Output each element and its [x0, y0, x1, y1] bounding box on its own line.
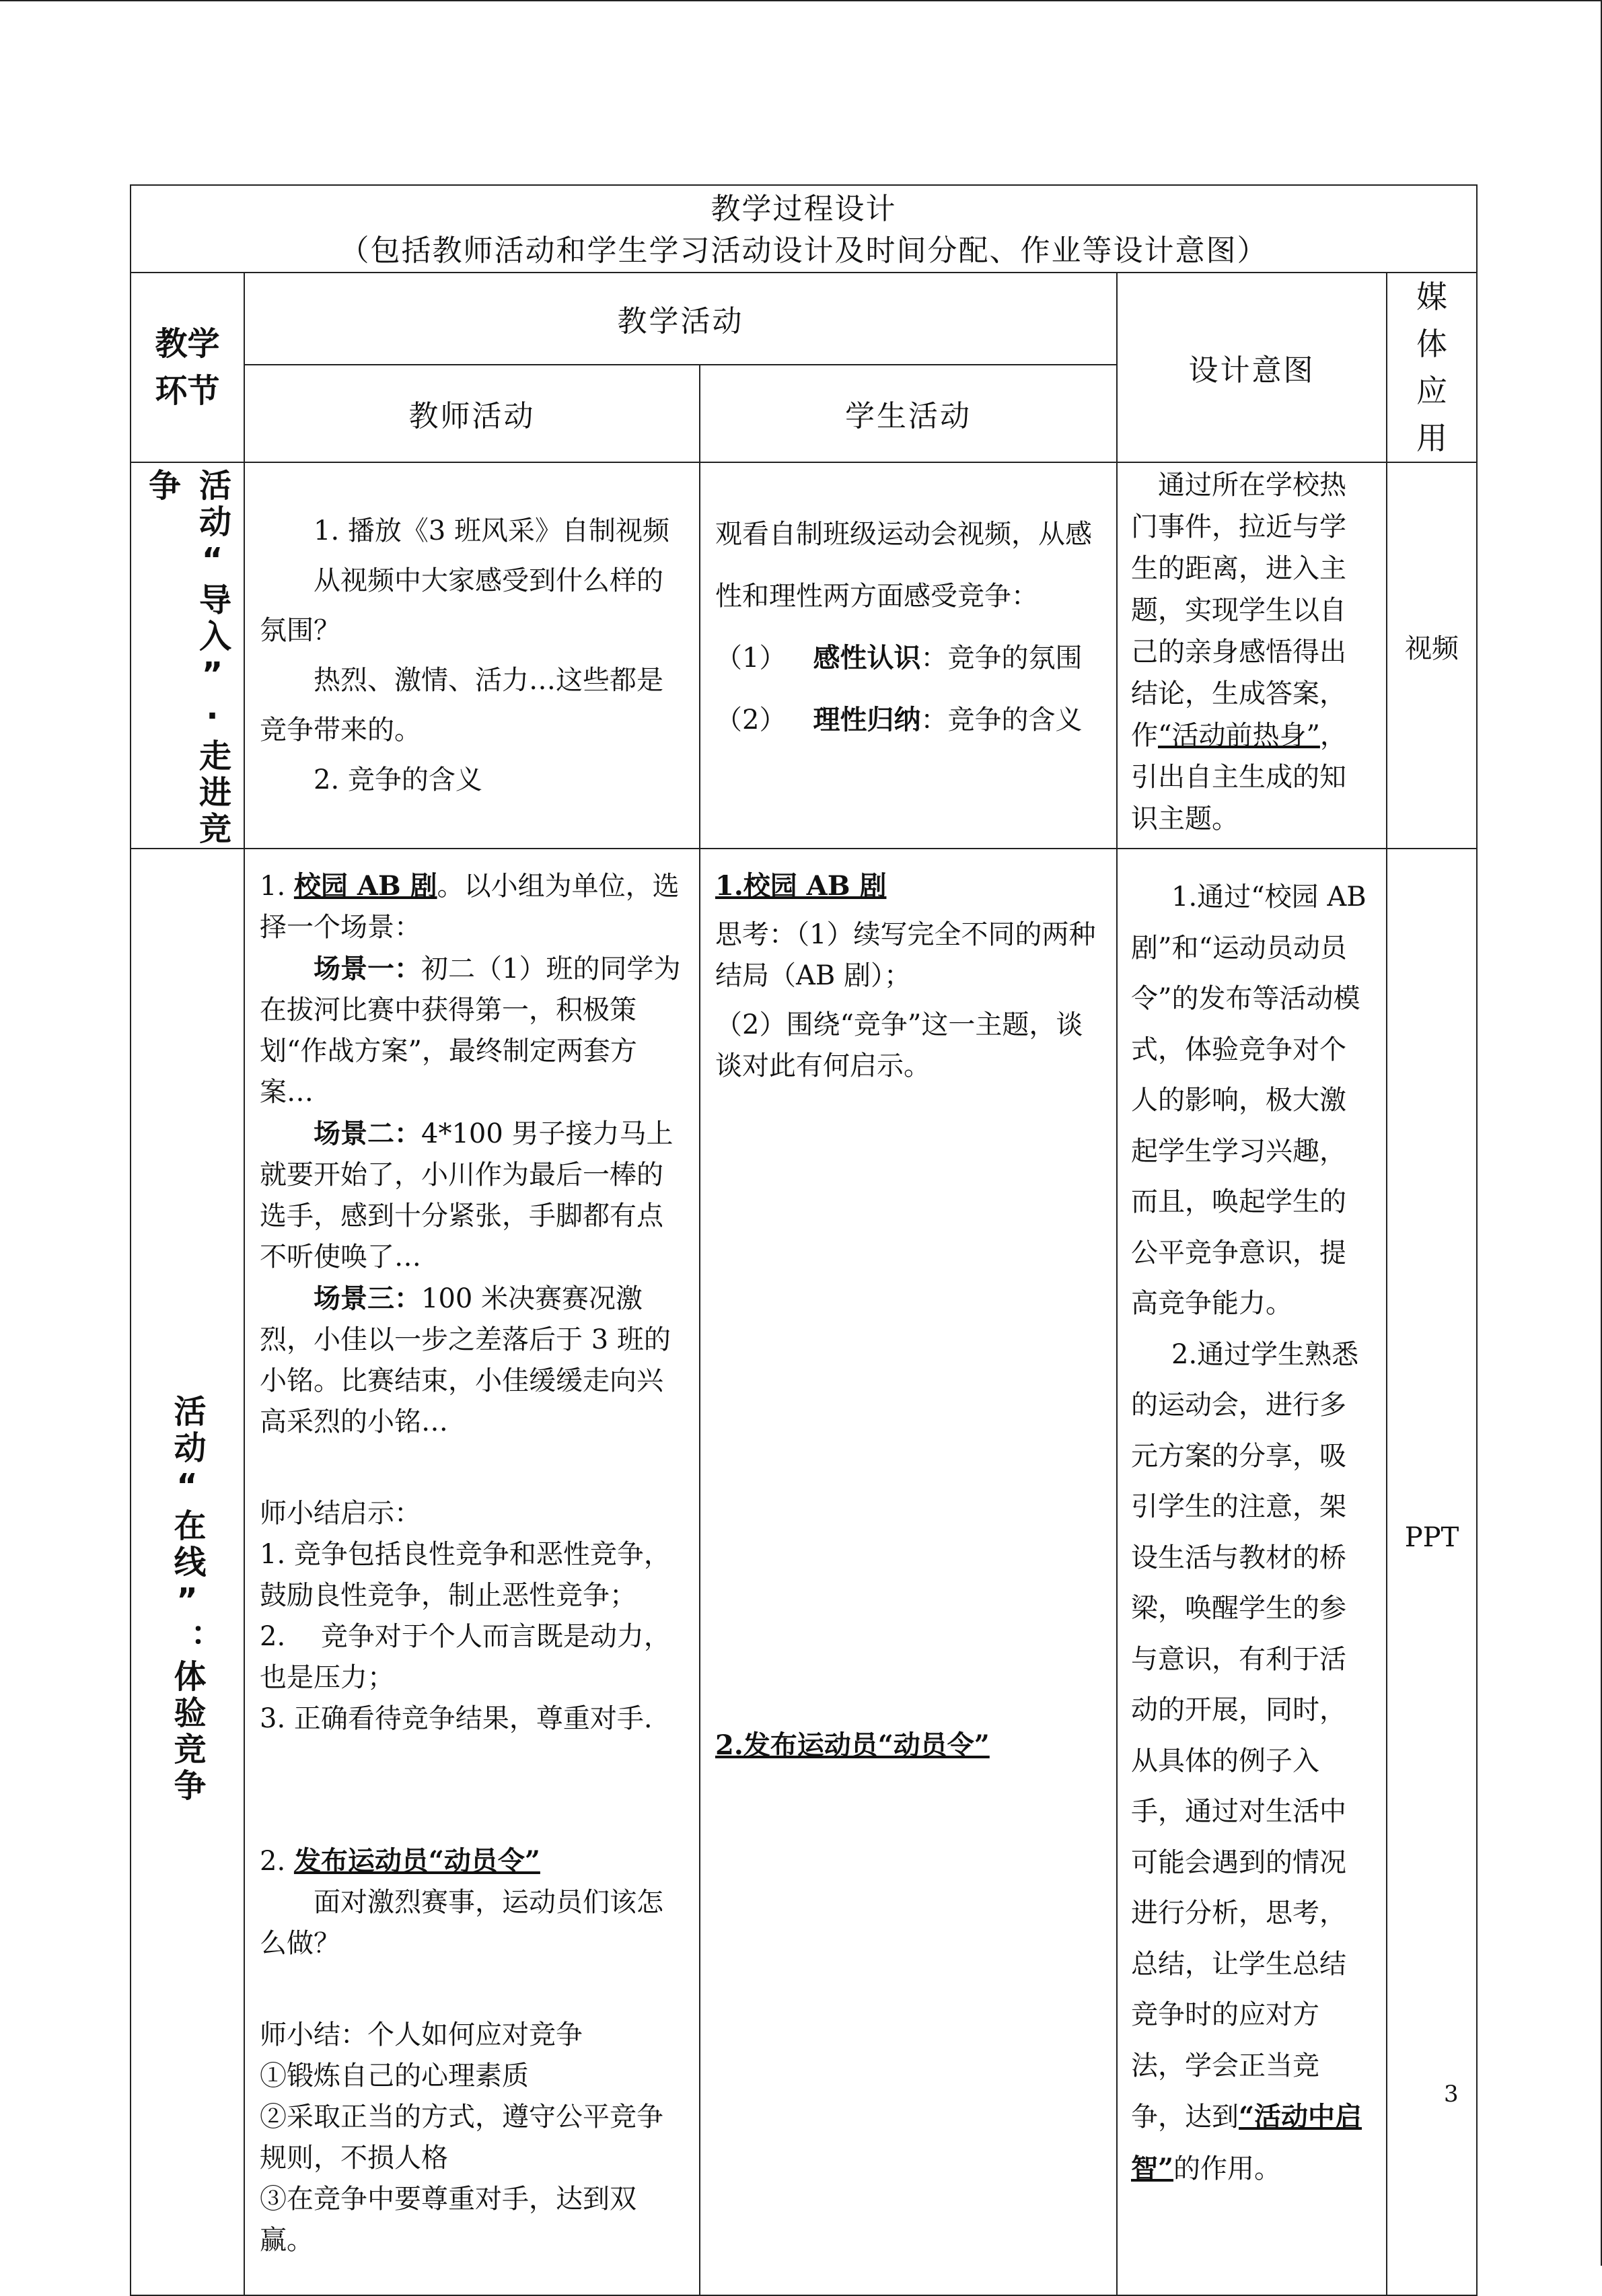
student-activity-intro — [700, 462, 1117, 849]
teacher-item2 — [260, 1840, 684, 1882]
table-title: 教学过程设计 — [711, 192, 897, 226]
stage-intro-col2: 活动“导入”·走进竞 — [193, 468, 231, 848]
intro-teacher-line: 1. 播放《3 班风采》自制视频 — [314, 515, 670, 546]
scene-text: 4*100 男子接力马上就要开始了，小川作为最后一棒的选手，感到十分紧张，手脚都有点不听使唤了… — [260, 1118, 673, 1272]
design-intro-text-end: ，引出自主生成的知识主题。 — [1131, 720, 1347, 834]
teacher-column-header: 教师活动 — [244, 365, 700, 462]
media-intro-label: 视频 — [1405, 633, 1459, 664]
summary2-title: 师小结：个人如何应对竞争 — [260, 2019, 583, 2050]
stage-intro-col1: 争 — [143, 468, 181, 505]
item2-title: 发布运动员“动员令” — [293, 1845, 540, 1877]
design-intent-intro — [1117, 462, 1387, 849]
intro-student-item — [715, 627, 1101, 689]
intro-student-item — [715, 689, 1101, 751]
design-online-text-end: 的作用。 — [1173, 2153, 1282, 2184]
item-number: 2. — [260, 1846, 294, 1877]
item-text: ：竞争的含义 — [920, 705, 1083, 736]
stage-column-header — [131, 273, 244, 462]
summary-line: 2. 竞争对于个人而言既是动力，也是压力； — [260, 1621, 671, 1693]
stage-cell-online — [131, 849, 244, 2295]
media-online-label: PPT — [1404, 1522, 1459, 1553]
student-think2: （2）围绕“竞争”这一主题，谈谈对此有何启示。 — [715, 1009, 1083, 1081]
teacher-activity-online — [244, 849, 700, 2295]
stage-online-label: 活动“在线”：体验竞争 — [168, 1394, 206, 1805]
design-online-text: 2.通过学生熟悉的运动会，进行多元方案的分享，吸引学生的注意，架设生活与教材的桥梁，唤醒学生的参与意识，有利于活动的开展，同时，从具体的例子入手，通过对生活中可能会遇到的情况进行分析，思考，总结，让学生总结竞争时的应对方法，学会正当竞争，达到 — [1131, 1338, 1359, 2132]
design-column-header: 设计意图 — [1117, 273, 1387, 462]
stage-column-label: 教学环节 — [155, 325, 220, 410]
design-online-p1: 1.通过“校园 AB 剧”和“运动员动员令”的发布等活动模式，体验竞争对个人的影响，极大激起学生学习兴趣，而且，唤起学生的公平竞争意识，提高竞争能力。 — [1131, 882, 1367, 1319]
intro-teacher-line: 2. 竞争的含义 — [314, 764, 482, 795]
media-intro — [1387, 462, 1477, 849]
scene-label: 场景二： — [314, 1118, 421, 1149]
scene-label: 场景三： — [314, 1283, 421, 1314]
design-intro-highlight: “活动前热身” — [1158, 720, 1320, 751]
stage-cell-intro — [131, 462, 244, 849]
media-column-header — [1387, 273, 1477, 462]
teacher-item1 — [260, 865, 684, 948]
scene — [260, 1113, 684, 1278]
scene-text: 100 米决赛赛况激烈，小佳以一步之差落后于 3 班的小铭。比赛结束，小佳缓缓走向兴高采烈的小铭… — [260, 1283, 671, 1437]
design-online-p2 — [1131, 1330, 1373, 2195]
item-number: （2） — [715, 705, 787, 736]
scene-text: 初二（1）班的同学为在拔河比赛中获得第一，积极策划“作战方案”，最终制定两套方案… — [260, 954, 681, 1108]
student-activity-online — [700, 849, 1117, 2295]
design-online-highlight: “活动中启智” — [1131, 2101, 1362, 2184]
design-intro-text: 通过所在学校热门事件，拉近与学生的距离，进入主题，实现学生以自己的亲身感悟得出结论，生成答案，作 — [1131, 470, 1346, 751]
student-think1: 思考：（1）续写完全不同的两种结局（AB 剧）； — [715, 919, 1096, 991]
teacher-activity-intro — [244, 462, 700, 849]
intro-teacher-line: 热烈、激情、活力…这些都是竞争带来的。 — [260, 665, 663, 746]
media-online — [1387, 849, 1477, 2295]
student-item1: 1.校园 AB 剧 — [715, 870, 887, 902]
activity-column-header: 教学活动 — [244, 273, 1117, 365]
design-intent-online — [1117, 849, 1387, 2295]
summary2-line: ③在竞争中要尊重对手，达到双赢。 — [260, 2184, 636, 2256]
item-text: ：竞争的氛围 — [920, 643, 1083, 674]
item1-title: 校园 AB 剧 — [293, 870, 437, 902]
item2-question: 面对激烈赛事，运动员们该怎么做？ — [260, 1887, 663, 1959]
item-number: （1） — [715, 643, 787, 674]
scene — [260, 948, 684, 1113]
table-subtitle: （包括教师活动和学生学习活动设计及时间分配、作业等设计意图） — [339, 234, 1268, 268]
item-label: 感性认识 — [813, 642, 921, 674]
student-column-header: 学生活动 — [700, 365, 1117, 462]
summary-line: 3. 正确看待竞争结果，尊重对手. — [260, 1703, 653, 1734]
lesson-plan-table — [130, 184, 1478, 2296]
item-label: 理性归纳 — [813, 704, 921, 736]
item1-text: 。以小组为单位，选择一个场景： — [260, 871, 680, 943]
item-number: 1. — [260, 871, 294, 902]
intro-student-text: 观看自制班级运动会视频，从感性和理性两方面感受竞争： — [715, 519, 1092, 612]
scene — [260, 1278, 684, 1443]
summary2-line: ②采取正当的方式，遵守公平竞争规则，不损人格 — [260, 2102, 663, 2174]
table-title-cell — [131, 185, 1477, 273]
summary-title: 师小结启示： — [260, 1498, 421, 1529]
summary-line: 1. 竞争包括良性竞争和恶性竞争，鼓励良性竞争，制止恶性竞争； — [260, 1539, 671, 1611]
intro-teacher-line: 从视频中大家感受到什么样的氛围？ — [260, 565, 663, 646]
scene-label: 场景一： — [314, 953, 421, 984]
media-column-label: 媒体应用 — [1416, 279, 1448, 456]
student-item2: 2.发布运动员“动员令” — [715, 1729, 990, 1761]
summary2-line: ①锻炼自己的心理素质 — [260, 2060, 529, 2091]
page-number: 3 — [1444, 2081, 1459, 2108]
